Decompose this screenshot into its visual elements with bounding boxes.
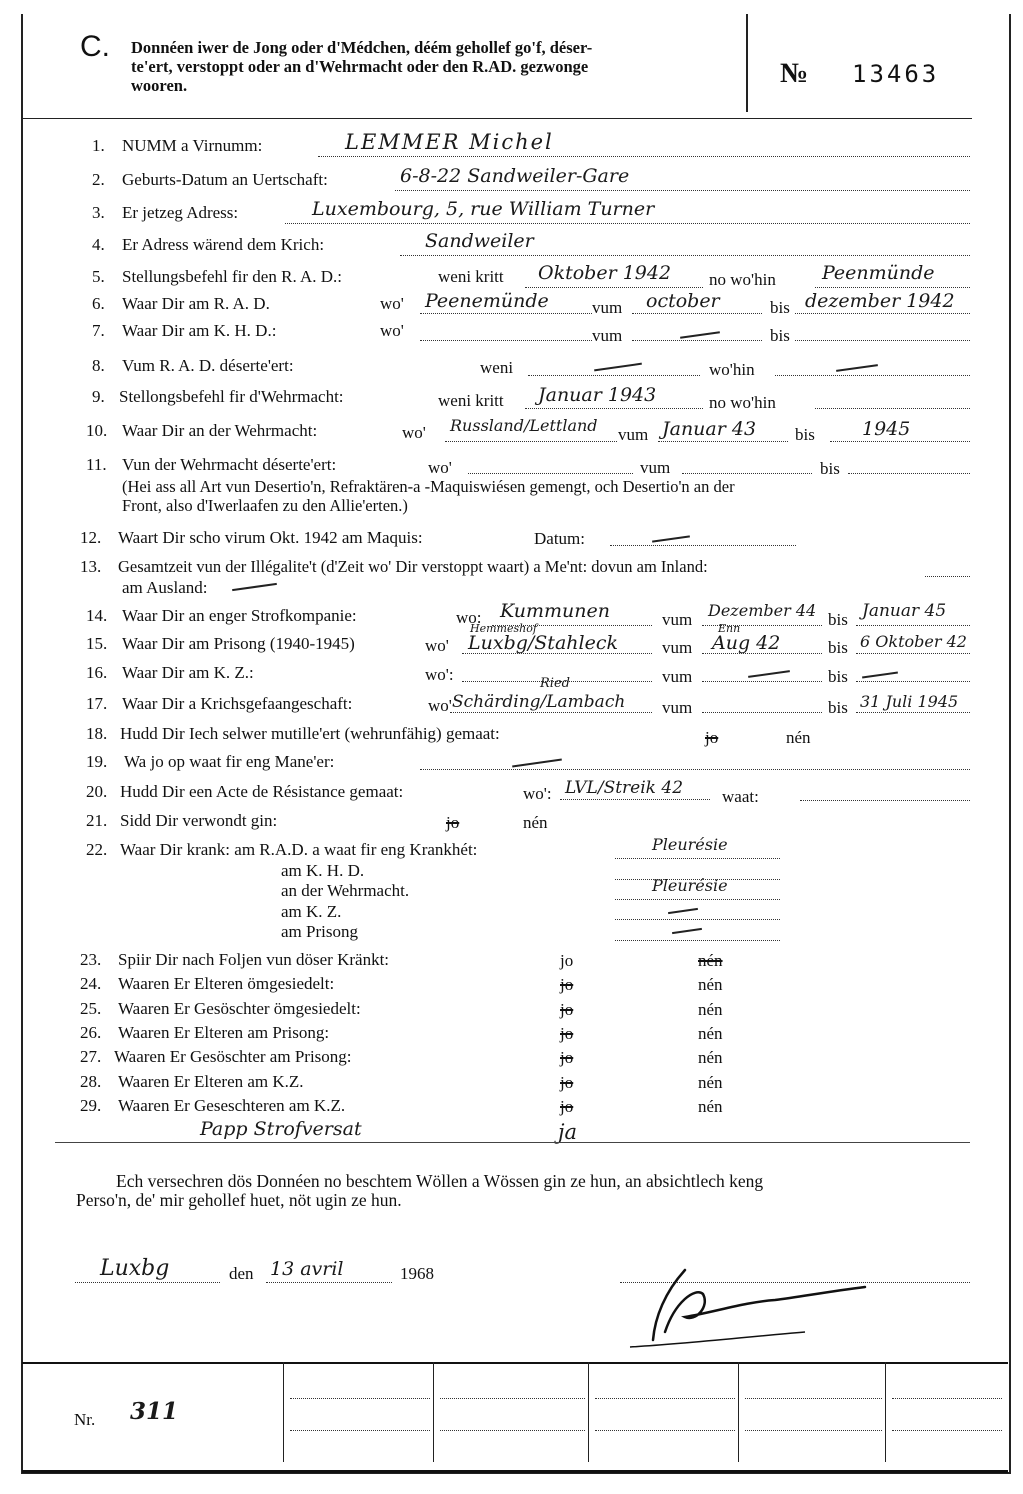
row-6-value-1: Peenemünde xyxy=(425,290,549,312)
row-26-nen[interactable]: nén xyxy=(698,1024,723,1043)
row-17-field-3[interactable] xyxy=(856,712,970,713)
row-14-num: 14. xyxy=(86,606,108,625)
row-17-label: Waar Dir a Krichsgefaangeschaft: xyxy=(122,694,353,713)
row-26-jo[interactable]: jo xyxy=(560,1024,574,1043)
row-15-wo: wo' xyxy=(425,636,449,655)
place-value: Luxbg xyxy=(100,1256,170,1281)
row-9-field-2[interactable] xyxy=(815,408,970,409)
declaration-line-1: Ech versechren dös Donnéen no beschtem Wöllen a Wössen gin ze hun, an absichtlech keng xyxy=(116,1171,764,1191)
date-field[interactable] xyxy=(266,1282,392,1283)
row-4-label: Er Adress wärend dem Krich: xyxy=(122,235,325,254)
row-1-field[interactable] xyxy=(318,156,970,157)
row-11-wo: wo' xyxy=(428,458,452,477)
row-4-field[interactable] xyxy=(400,255,970,256)
row-22-field-4[interactable] xyxy=(615,919,780,920)
form-number: 13463 xyxy=(852,60,940,88)
row-20-label: Hudd Dir een Acte de Résistance gemaat: xyxy=(120,782,404,801)
row-1-value: LEMMER Michel xyxy=(345,130,554,154)
row-23-jo[interactable]: jo xyxy=(560,951,574,970)
row-7-field-1[interactable] xyxy=(420,340,592,341)
row-20-field-2[interactable] xyxy=(800,800,970,801)
row-13-field-1[interactable] xyxy=(925,576,970,577)
row-19-label: Wa jo op waat fir eng Mane'er: xyxy=(124,752,335,771)
row-2-num: 2. xyxy=(92,170,105,189)
row-9-weni: weni kritt xyxy=(438,391,504,410)
row-27-num: 27. xyxy=(80,1047,102,1066)
row-18-label: Hudd Dir Iech selwer mutille'ert (wehrunfähig) gemaat: xyxy=(120,724,500,743)
footer-field-5[interactable] xyxy=(892,1398,1002,1399)
declaration-line-2: Perso'n, de' mir gehollef huet, nöt ugin ze hun. xyxy=(76,1190,402,1210)
row-2-label: Geburts-Datum an Uertschaft: xyxy=(122,170,328,189)
row-1-label: NUMM a Virnumm: xyxy=(122,136,263,155)
row-11-bis: bis xyxy=(820,459,840,478)
row-11-field-1[interactable] xyxy=(468,473,633,474)
row-10-field-1[interactable] xyxy=(445,441,617,442)
row-16-field-3[interactable] xyxy=(856,681,970,682)
row-3-value: Luxembourg, 5, rue William Turner xyxy=(312,198,655,220)
footer-nr-label: Nr. xyxy=(74,1410,96,1429)
row-19-num: 19. xyxy=(86,752,108,771)
row-6-num: 6. xyxy=(92,294,105,313)
row-10-value-3: 1945 xyxy=(862,418,911,440)
row-16-vum: vum xyxy=(662,667,693,686)
row-16-wo: wo': xyxy=(425,665,454,684)
row-24-nen[interactable]: nén xyxy=(698,975,723,994)
row-22-sub-4: am Prisong xyxy=(281,922,358,941)
row-14-bis: bis xyxy=(828,610,848,629)
row-29-label: Waaren Er Geseschteren am K.Z. xyxy=(118,1096,346,1115)
row-15-value-3: 6 Oktober 42 xyxy=(860,632,967,651)
row-15-value-2-above: Enn xyxy=(718,622,741,635)
row-25-label: Waaren Er Gesöschter ömgesiedelt: xyxy=(118,999,361,1018)
row-9-num: 9. xyxy=(92,387,105,406)
row-20-wo: wo': xyxy=(523,784,552,803)
row-6-label: Waar Dir am R. A. D. xyxy=(122,294,270,313)
footer-divider-3 xyxy=(588,1362,589,1462)
row-4-value: Sandweiler xyxy=(425,230,534,252)
row-6-wo: wo' xyxy=(380,294,404,313)
row-16-label: Waar Dir am K. Z.: xyxy=(122,663,254,682)
row-11-label: Vun der Wehrmacht déserte'ert: xyxy=(122,455,337,474)
row-14-value-2: Dezember 44 xyxy=(708,601,817,620)
row-5-num: 5. xyxy=(92,267,105,286)
row-19-field[interactable] xyxy=(420,769,970,770)
row-20-waat: waat: xyxy=(722,787,759,806)
row-21-nen[interactable]: nén xyxy=(523,813,548,832)
row-20-num: 20. xyxy=(86,782,108,801)
row-4-num: 4. xyxy=(92,235,105,254)
header-title-line-2: te'ert, verstoppt oder an d'Wehrmacht oder den R.AD. gezwonge xyxy=(131,57,589,76)
row-14-wo: wo: xyxy=(456,608,482,627)
row-9-nowohin: no wo'hin xyxy=(709,393,776,412)
row-11-num: 11. xyxy=(86,455,107,474)
row-11-vum: vum xyxy=(640,458,671,477)
row-8-num: 8. xyxy=(92,356,105,375)
row-16-field-2[interactable] xyxy=(702,681,822,682)
header-divider xyxy=(746,14,748,112)
footer-field-9[interactable] xyxy=(745,1430,882,1431)
row-15-vum: vum xyxy=(662,638,693,657)
footer-nr-value: 311 xyxy=(130,1398,179,1425)
row-13-label: Gesamtzeit vun der Illégalite't (d'Zeit wo' Dir verstoppt waart) a Me'nt: dovun am Inland: xyxy=(118,557,708,576)
row-29-jo[interactable]: jo xyxy=(560,1097,574,1116)
row-3-num: 3. xyxy=(92,203,105,222)
row-9-label: Stellongsbefehl fir d'Wehrmacht: xyxy=(119,387,344,406)
row-2-value: 6-8-22 Sandweiler-Gare xyxy=(400,165,630,187)
note-rule xyxy=(55,1142,970,1143)
row-8-field-2[interactable] xyxy=(775,375,970,376)
row-11-note-1: (Hei ass all Art vun Desertio'n, Refraktären-a -Maquiswiésen gemengt, och Desertio'n an der xyxy=(122,477,735,496)
row-9-field-1[interactable] xyxy=(525,408,703,409)
footer-divider-2 xyxy=(433,1362,434,1462)
row-10-vum: vum xyxy=(618,425,649,444)
footer-bottom-line xyxy=(22,1470,1008,1473)
row-18-nen[interactable]: nén xyxy=(786,728,811,747)
row-8-label: Vum R. A. D. déserte'ert: xyxy=(122,356,294,375)
footer-field-2[interactable] xyxy=(440,1398,585,1399)
row-17-vum: vum xyxy=(662,698,693,717)
row-10-label: Waar Dir an der Wehrmacht: xyxy=(122,421,318,440)
row-15-value-2: Aug 42 xyxy=(712,632,781,654)
extra-note-2: ja xyxy=(558,1120,578,1144)
row-14-value-1: Kummunen xyxy=(500,600,611,622)
row-7-bis: bis xyxy=(770,326,790,345)
footer-top-line xyxy=(22,1362,1008,1364)
row-5-field-1[interactable] xyxy=(525,287,703,288)
row-22-label: Waar Dir krank: am R.A.D. a waat fir eng Krankhét: xyxy=(120,840,478,859)
row-12-num: 12. xyxy=(80,528,102,547)
row-5-field-2[interactable] xyxy=(815,287,970,288)
row-28-jo[interactable]: jo xyxy=(560,1073,574,1092)
row-6-vum: vum xyxy=(592,298,623,317)
row-12-label: Waart Dir scho virum Okt. 1942 am Maquis: xyxy=(118,528,423,547)
footer-field-4[interactable] xyxy=(745,1398,882,1399)
row-22-sub-2: an der Wehrmacht. xyxy=(281,881,410,900)
row-6-field-2[interactable] xyxy=(632,313,762,314)
row-23-label: Spiir Dir nach Foljen vun döser Kränkt: xyxy=(118,950,390,969)
row-21-num: 21. xyxy=(86,811,108,830)
row-10-value-1: Russland/Lettland xyxy=(450,416,598,435)
row-5-label: Stellungsbefehl fir den R. A. D.: xyxy=(122,267,343,286)
number-symbol: № xyxy=(780,58,809,89)
row-28-num: 28. xyxy=(80,1072,102,1091)
footer-divider-5 xyxy=(885,1362,886,1462)
row-8-weni: weni xyxy=(480,358,514,377)
row-15-label: Waar Dir am Prisong (1940-1945) xyxy=(122,634,355,653)
header-title-line-1: Donnéen iwer de Jong oder d'Médchen, déém gehollef go'f, déser- xyxy=(131,38,593,57)
row-17-value-3: 31 Juli 1945 xyxy=(860,692,959,711)
row-6-field-3[interactable] xyxy=(795,313,970,314)
row-15-field-3[interactable] xyxy=(856,653,970,654)
header-title-line-3: wooren. xyxy=(131,76,188,95)
row-24-label: Waaren Er Elteren ömgesiedelt: xyxy=(118,974,335,993)
row-15-value-1: Luxbg/Stahleck xyxy=(468,632,618,654)
date-value: 13 avril xyxy=(270,1258,344,1280)
row-10-field-2[interactable] xyxy=(658,441,788,442)
row-17-field-1[interactable] xyxy=(450,712,652,713)
row-9-value-1: Januar 1943 xyxy=(538,384,657,406)
row-1-num: 1. xyxy=(92,136,105,155)
row-2-field[interactable] xyxy=(395,190,970,191)
row-7-field-3[interactable] xyxy=(795,340,970,341)
row-12-field[interactable] xyxy=(610,545,796,546)
row-24-jo[interactable]: jo xyxy=(560,975,574,994)
row-16-num: 16. xyxy=(86,663,108,682)
row-12-datum: Datum: xyxy=(534,529,585,548)
row-10-num: 10. xyxy=(86,421,108,440)
row-17-value-1: Schärding/Lambach xyxy=(452,692,626,712)
row-28-nen[interactable]: nén xyxy=(698,1073,723,1092)
row-8-field-1[interactable] xyxy=(528,375,700,376)
row-11-field-2[interactable] xyxy=(682,473,812,474)
row-17-bis: bis xyxy=(828,698,848,717)
row-21-jo[interactable]: jo xyxy=(446,813,460,832)
row-22-field-5[interactable] xyxy=(615,940,780,941)
row-16-bis: bis xyxy=(828,667,848,686)
row-5-nowohin: no wo'hin xyxy=(709,270,776,289)
row-20-field-1[interactable] xyxy=(560,799,710,800)
row-15-value-above: Hemmeshof xyxy=(470,622,537,635)
row-7-wo: wo' xyxy=(380,321,404,340)
row-6-value-3: dezember 1942 xyxy=(805,290,955,312)
row-18-jo[interactable]: jo xyxy=(705,728,719,747)
row-7-num: 7. xyxy=(92,321,105,340)
row-5-value-2: Peenmünde xyxy=(822,262,935,284)
row-14-field-3[interactable] xyxy=(856,625,970,626)
row-15-bis: bis xyxy=(828,638,848,657)
row-21-label: Sidd Dir verwondt gin: xyxy=(120,811,278,830)
row-28-label: Waaren Er Elteren am K.Z. xyxy=(118,1072,304,1091)
row-5-value-1: Oktober 1942 xyxy=(538,262,672,284)
row-25-nen[interactable]: nén xyxy=(698,1000,723,1019)
row-3-field[interactable] xyxy=(285,223,970,224)
row-22-num: 22. xyxy=(86,840,108,859)
row-20-value-1: LVL/Streik 42 xyxy=(565,778,684,798)
row-23-nen[interactable]: nén xyxy=(698,951,723,970)
row-22-value-1: Pleurésie xyxy=(652,835,728,854)
row-11-note-2: Front, also d'Iwerlaafen zu den Allie'erten.) xyxy=(122,496,408,515)
row-25-jo[interactable]: jo xyxy=(560,1000,574,1019)
footer-field-8[interactable] xyxy=(595,1430,735,1431)
row-22-sub-3: am K. Z. xyxy=(281,902,342,921)
row-17-wo: wo' xyxy=(428,696,452,715)
row-22-field-1[interactable] xyxy=(615,858,780,859)
row-25-num: 25. xyxy=(80,999,102,1018)
extra-note-1: Papp Strofversat xyxy=(200,1118,362,1140)
row-10-wo: wo' xyxy=(402,423,426,442)
row-29-num: 29. xyxy=(80,1096,102,1115)
row-10-field-3[interactable] xyxy=(830,441,970,442)
footer-divider-1 xyxy=(283,1362,284,1462)
row-3-label: Er jetzeg Adress: xyxy=(122,203,239,222)
row-26-num: 26. xyxy=(80,1023,102,1042)
row-10-value-2: Januar 43 xyxy=(662,418,757,440)
footer-field-7[interactable] xyxy=(440,1430,585,1431)
signature xyxy=(625,1262,875,1352)
year-label: 1968 xyxy=(400,1264,434,1283)
row-18-num: 18. xyxy=(86,724,108,743)
den-label: den xyxy=(229,1264,254,1283)
row-27-jo[interactable]: jo xyxy=(560,1048,574,1067)
row-22-field-3[interactable] xyxy=(615,899,780,900)
row-27-label: Waaren Er Gesöschter am Prisong: xyxy=(114,1047,352,1066)
row-13-label2: am Ausland: xyxy=(122,578,208,597)
row-23-num: 23. xyxy=(80,950,102,969)
row-8-wohin: wo'hin xyxy=(709,360,755,379)
footer-field-6[interactable] xyxy=(290,1430,430,1431)
row-7-label: Waar Dir am K. H. D.: xyxy=(122,321,277,340)
footer-divider-4 xyxy=(738,1362,739,1462)
place-field[interactable] xyxy=(75,1282,220,1283)
row-17-num: 17. xyxy=(86,694,108,713)
row-5-weni: weni kritt xyxy=(438,267,504,286)
row-6-bis: bis xyxy=(770,298,790,317)
footer-field-1[interactable] xyxy=(290,1398,430,1399)
row-22-sub-1: am K. H. D. xyxy=(281,861,365,880)
row-7-vum: vum xyxy=(592,326,623,345)
row-11-field-3[interactable] xyxy=(848,473,970,474)
footer-field-10[interactable] xyxy=(892,1430,1002,1431)
row-24-num: 24. xyxy=(80,974,102,993)
row-6-field-1[interactable] xyxy=(420,313,592,314)
row-10-bis: bis xyxy=(795,425,815,444)
section-letter: C. xyxy=(80,30,110,63)
row-27-nen[interactable]: nén xyxy=(698,1048,723,1067)
footer-field-3[interactable] xyxy=(595,1398,735,1399)
row-22-value-2: Pleurésie xyxy=(652,876,728,895)
row-14-label: Waar Dir an enger Strofkompanie: xyxy=(122,606,357,625)
header-separator xyxy=(22,118,972,119)
row-14-value-3: Januar 45 xyxy=(862,601,947,621)
row-29-nen[interactable]: nén xyxy=(698,1097,723,1116)
row-14-vum: vum xyxy=(662,610,693,629)
row-26-label: Waaren Er Elteren am Prisong: xyxy=(118,1023,330,1042)
row-17-value-above: Ried xyxy=(540,676,570,691)
row-6-value-2: october xyxy=(646,290,720,312)
row-13-num: 13. xyxy=(80,557,102,576)
row-17-field-2[interactable] xyxy=(702,712,822,713)
row-15-num: 15. xyxy=(86,634,108,653)
row-7-field-2[interactable] xyxy=(632,340,762,341)
